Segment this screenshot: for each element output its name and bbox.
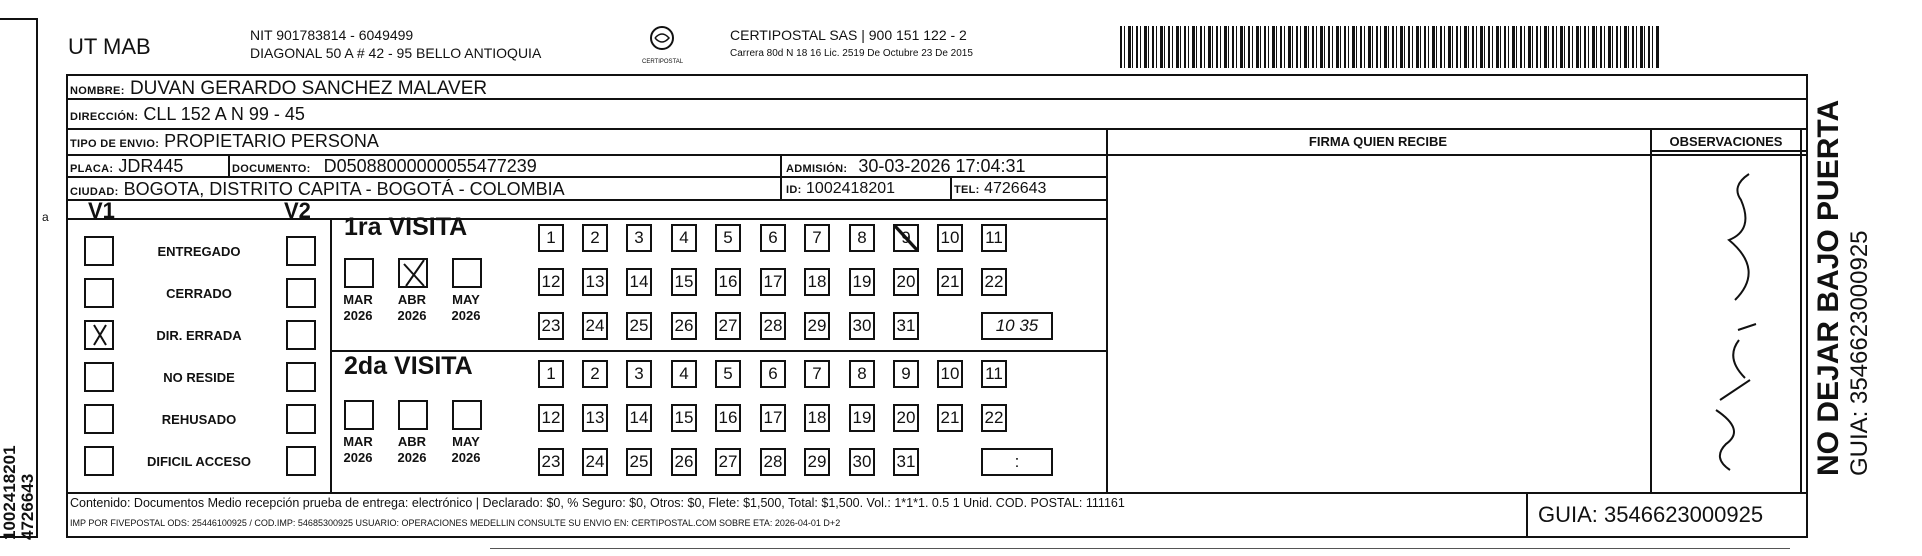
second-visit-day[interactable]: 19 [849,404,875,432]
second-visit-day[interactable]: 26 [671,448,697,476]
month-year: 2026 [343,308,373,323]
id-row [786,180,895,198]
second-visit-day[interactable]: 14 [626,404,652,432]
second-visit-day[interactable]: 21 [937,404,963,432]
second-visit-day[interactable]: 28 [760,448,786,476]
company-name: UT MAB [68,34,151,59]
month-year: 2026 [451,450,481,465]
second-visit-day[interactable]: 3 [626,360,652,388]
v2-checkbox[interactable] [286,446,316,476]
v2-checkbox[interactable] [286,362,316,392]
observaciones-label: OBSERVACIONES [1669,134,1783,149]
second-visit-day[interactable]: 2 [582,360,608,388]
second-visit-time-box[interactable]: : [981,448,1053,476]
first-visit-day[interactable]: 21 [937,268,963,296]
second-visit-day[interactable]: 4 [671,360,697,388]
second-visit-day[interactable]: 20 [893,404,919,432]
first-visit-day[interactable]: 24 [582,312,608,340]
second-visit-day[interactable]: 22 [981,404,1007,432]
second-visit-day[interactable]: 25 [626,448,652,476]
nombre-value: DUVAN GERARDO SANCHEZ MALAVER [129,78,488,99]
v2-checkbox[interactable] [286,236,316,266]
first-visit-day[interactable]: 20 [893,268,919,296]
v1-checkbox[interactable] [84,362,114,392]
direccion-value: CLL 152 A N 99 - 45 [143,104,305,124]
placa-value: JDR445 [118,156,184,176]
tel-row [954,180,1046,198]
first-visit-day[interactable]: 1 [538,224,564,252]
footer-contenido: Contenido: Documentos Medio recepción prueba de entrega: electrónico | Declarado: $0, % Seguro: $0, Otros: $0, Flete: $1,500, Total: $1,500. Vol.: 1*1*1. 0.5 1 Unid. COD. POSTAL: 111161 [70,496,1125,510]
month-name: MAY [452,434,480,449]
x-mark-icon [400,260,428,288]
first-visit-day[interactable]: 3 [626,224,652,252]
first-visit-day[interactable]: 15 [671,268,697,296]
ciudad-row [70,179,565,200]
barcode [1120,26,1660,68]
first-visit-day[interactable]: 26 [671,312,697,340]
second-visit-day[interactable]: 11 [981,360,1007,388]
first-visit-day[interactable]: 18 [804,268,830,296]
ciudad-label: CIUDAD: [70,186,119,198]
first-visit-day[interactable]: 16 [715,268,741,296]
v1-checkbox[interactable] [84,404,114,434]
first-visit-day[interactable]: 17 [760,268,786,296]
footer-imp: IMP POR FIVEPOSTAL ODS: 25446100925 / COD.IMP: 54685300925 USUARIO: OPERACIONES MEDELLIN CONSULTE SU ENVIO EN: CERTIPOSTAL.COM SOBRE ETA: 2026-04-01 D+2 [70,518,841,528]
first-visit-day[interactable]: 25 [626,312,652,340]
placa-row [70,156,183,177]
left-strip-tel: 4726643 [18,473,37,540]
month-name: ABR [397,434,427,449]
month-name: MAY [452,292,480,307]
second-visit-day[interactable]: 29 [804,448,830,476]
v2-checkbox[interactable] [286,320,316,350]
first-visit-month-checkbox[interactable] [344,258,374,288]
second-visit-day[interactable]: 15 [671,404,697,432]
second-visit-day[interactable]: 27 [715,448,741,476]
second-visit-day[interactable]: 16 [715,404,741,432]
first-visit-day[interactable]: 28 [760,312,786,340]
v1-label: V1 [88,198,115,223]
month-year: 2026 [451,308,481,323]
status-option-label: REHUSADO [161,412,237,427]
first-visit-day[interactable]: 9 [893,224,919,252]
month-label [392,434,432,466]
month-label [392,292,432,324]
firma-label: FIRMA QUIEN RECIBE [1308,134,1448,149]
first-visit-day[interactable]: 22 [981,268,1007,296]
second-visit-day[interactable]: 30 [849,448,875,476]
no-dejar-warning: NO DEJAR BAJO PUERTA [1812,99,1845,476]
status-option-label: ENTREGADO [157,244,241,259]
first-visit-day[interactable]: 23 [538,312,564,340]
second-visit-month-checkbox[interactable] [344,400,374,430]
company-nit: NIT 901783814 - 6049499 [250,27,414,43]
status-option-label: NO RESIDE [163,370,235,385]
v2-checkbox[interactable] [286,404,316,434]
first-visit-day[interactable]: 8 [849,224,875,252]
side-mark: a [42,210,49,224]
admision-row [786,156,1026,177]
second-visit-day[interactable]: 6 [760,360,786,388]
second-visit-day[interactable]: 9 [893,360,919,388]
left-strip-id: 1002418201 [0,445,19,540]
first-visit-day[interactable]: 2 [582,224,608,252]
first-visit-day[interactable]: 12 [538,268,564,296]
month-name: ABR [397,292,427,307]
company-address: DIAGONAL 50 A # 42 - 95 BELLO ANTIOQUIA [250,45,542,61]
x-mark-icon [86,322,112,348]
tel-label: TEL: [954,184,980,196]
second-visit-day[interactable]: 13 [582,404,608,432]
second-visit-title: 2da VISITA [344,352,473,380]
admision-label: ADMISIÓN: [786,163,848,175]
status-option-label: DIFICIL ACCESO [146,454,251,469]
second-visit-day[interactable]: 23 [538,448,564,476]
certipostal-title: CERTIPOSTAL SAS | 900 151 122 - 2 [730,27,967,43]
first-visit-month-checkbox[interactable] [452,258,482,288]
second-visit-day[interactable]: 7 [804,360,830,388]
second-visit-day[interactable]: 12 [538,404,564,432]
first-visit-month-checkbox[interactable] [398,258,428,288]
month-label [338,292,378,324]
nombre-label: NOMBRE: [70,85,125,97]
second-visit-day[interactable]: 18 [804,404,830,432]
postal-logo-icon [642,24,682,54]
second-visit-day[interactable]: 24 [582,448,608,476]
first-visit-day[interactable]: 29 [804,312,830,340]
direccion-row [70,104,305,125]
second-visit-day[interactable]: 10 [937,360,963,388]
first-visit-day[interactable]: 14 [626,268,652,296]
documento-value: D05088000000055477239 [323,156,537,176]
placa-label: PLACA: [70,163,114,175]
first-visit-day[interactable]: 10 [937,224,963,252]
second-visit-day[interactable]: 8 [849,360,875,388]
second-visit-day[interactable]: 5 [715,360,741,388]
month-name: MAR [343,434,373,449]
v1-checkbox[interactable] [84,236,114,266]
status-option-label: CERRADO [166,286,232,301]
admision-value: 30-03-2026 17:04:31 [858,156,1026,176]
month-year: 2026 [397,450,427,465]
certipostal-logo [642,24,682,68]
second-visit-day[interactable]: 17 [760,404,786,432]
second-visit-day[interactable]: 1 [538,360,564,388]
first-visit-day[interactable]: 11 [981,224,1007,252]
first-visit-day[interactable]: 19 [849,268,875,296]
tel-value: 4726643 [984,180,1047,197]
v2-label: V2 [284,198,311,223]
direccion-label: DIRECCIÓN: [70,111,139,123]
tipo-value: PROPIETARIO PERSONA [164,131,379,151]
first-visit-day[interactable]: 27 [715,312,741,340]
observation-signature [1650,150,1800,492]
first-visit-time-box[interactable]: 10 35 [981,312,1053,340]
vertical-guia: GUIA: 3546623000925 [1846,230,1873,476]
first-visit-day[interactable]: 13 [582,268,608,296]
nombre-row [70,78,487,100]
first-visit-title: 1ra VISITA [344,213,468,241]
certipostal-subtitle: Carrera 80d N 18 16 Lic. 2519 De Octubre 23 De 2015 [730,48,973,59]
month-label [446,292,486,324]
month-label [446,434,486,466]
id-value: 1002418201 [806,180,896,197]
tipo-label: TIPO DE ENVIO: [70,138,160,150]
first-visit-day[interactable]: 30 [849,312,875,340]
frame-top [66,74,1806,76]
footer-guia: GUIA: 3546623000925 [1538,502,1764,527]
v2-checkbox[interactable] [286,278,316,308]
month-label [338,434,378,466]
first-visit-day[interactable]: 5 [715,224,741,252]
bottom-rule [490,548,1790,549]
v1-checkbox[interactable] [84,278,114,308]
v1-checkbox[interactable] [84,320,114,350]
tipo-row [70,131,379,152]
id-label: ID: [786,184,802,196]
ciudad-value: BOGOTA, DISTRITO CAPITA - BOGOTÁ - COLOMBIA [123,179,565,199]
first-visit-day[interactable]: 6 [760,224,786,252]
v1-checkbox[interactable] [84,446,114,476]
month-year: 2026 [343,450,373,465]
status-option-label: DIR. ERRADA [156,328,242,343]
first-visit-day[interactable]: 31 [893,312,919,340]
documento-row [232,156,537,177]
second-visit-day[interactable]: 31 [893,448,919,476]
second-visit-month-checkbox[interactable] [398,400,428,430]
logo-text: CERTIPOSTAL [642,59,684,65]
first-visit-day[interactable]: 7 [804,224,830,252]
second-visit-month-checkbox[interactable] [452,400,482,430]
first-visit-day[interactable]: 4 [671,224,697,252]
documento-label: DOCUMENTO: [232,163,311,175]
month-name: MAR [343,292,373,307]
month-year: 2026 [397,308,427,323]
